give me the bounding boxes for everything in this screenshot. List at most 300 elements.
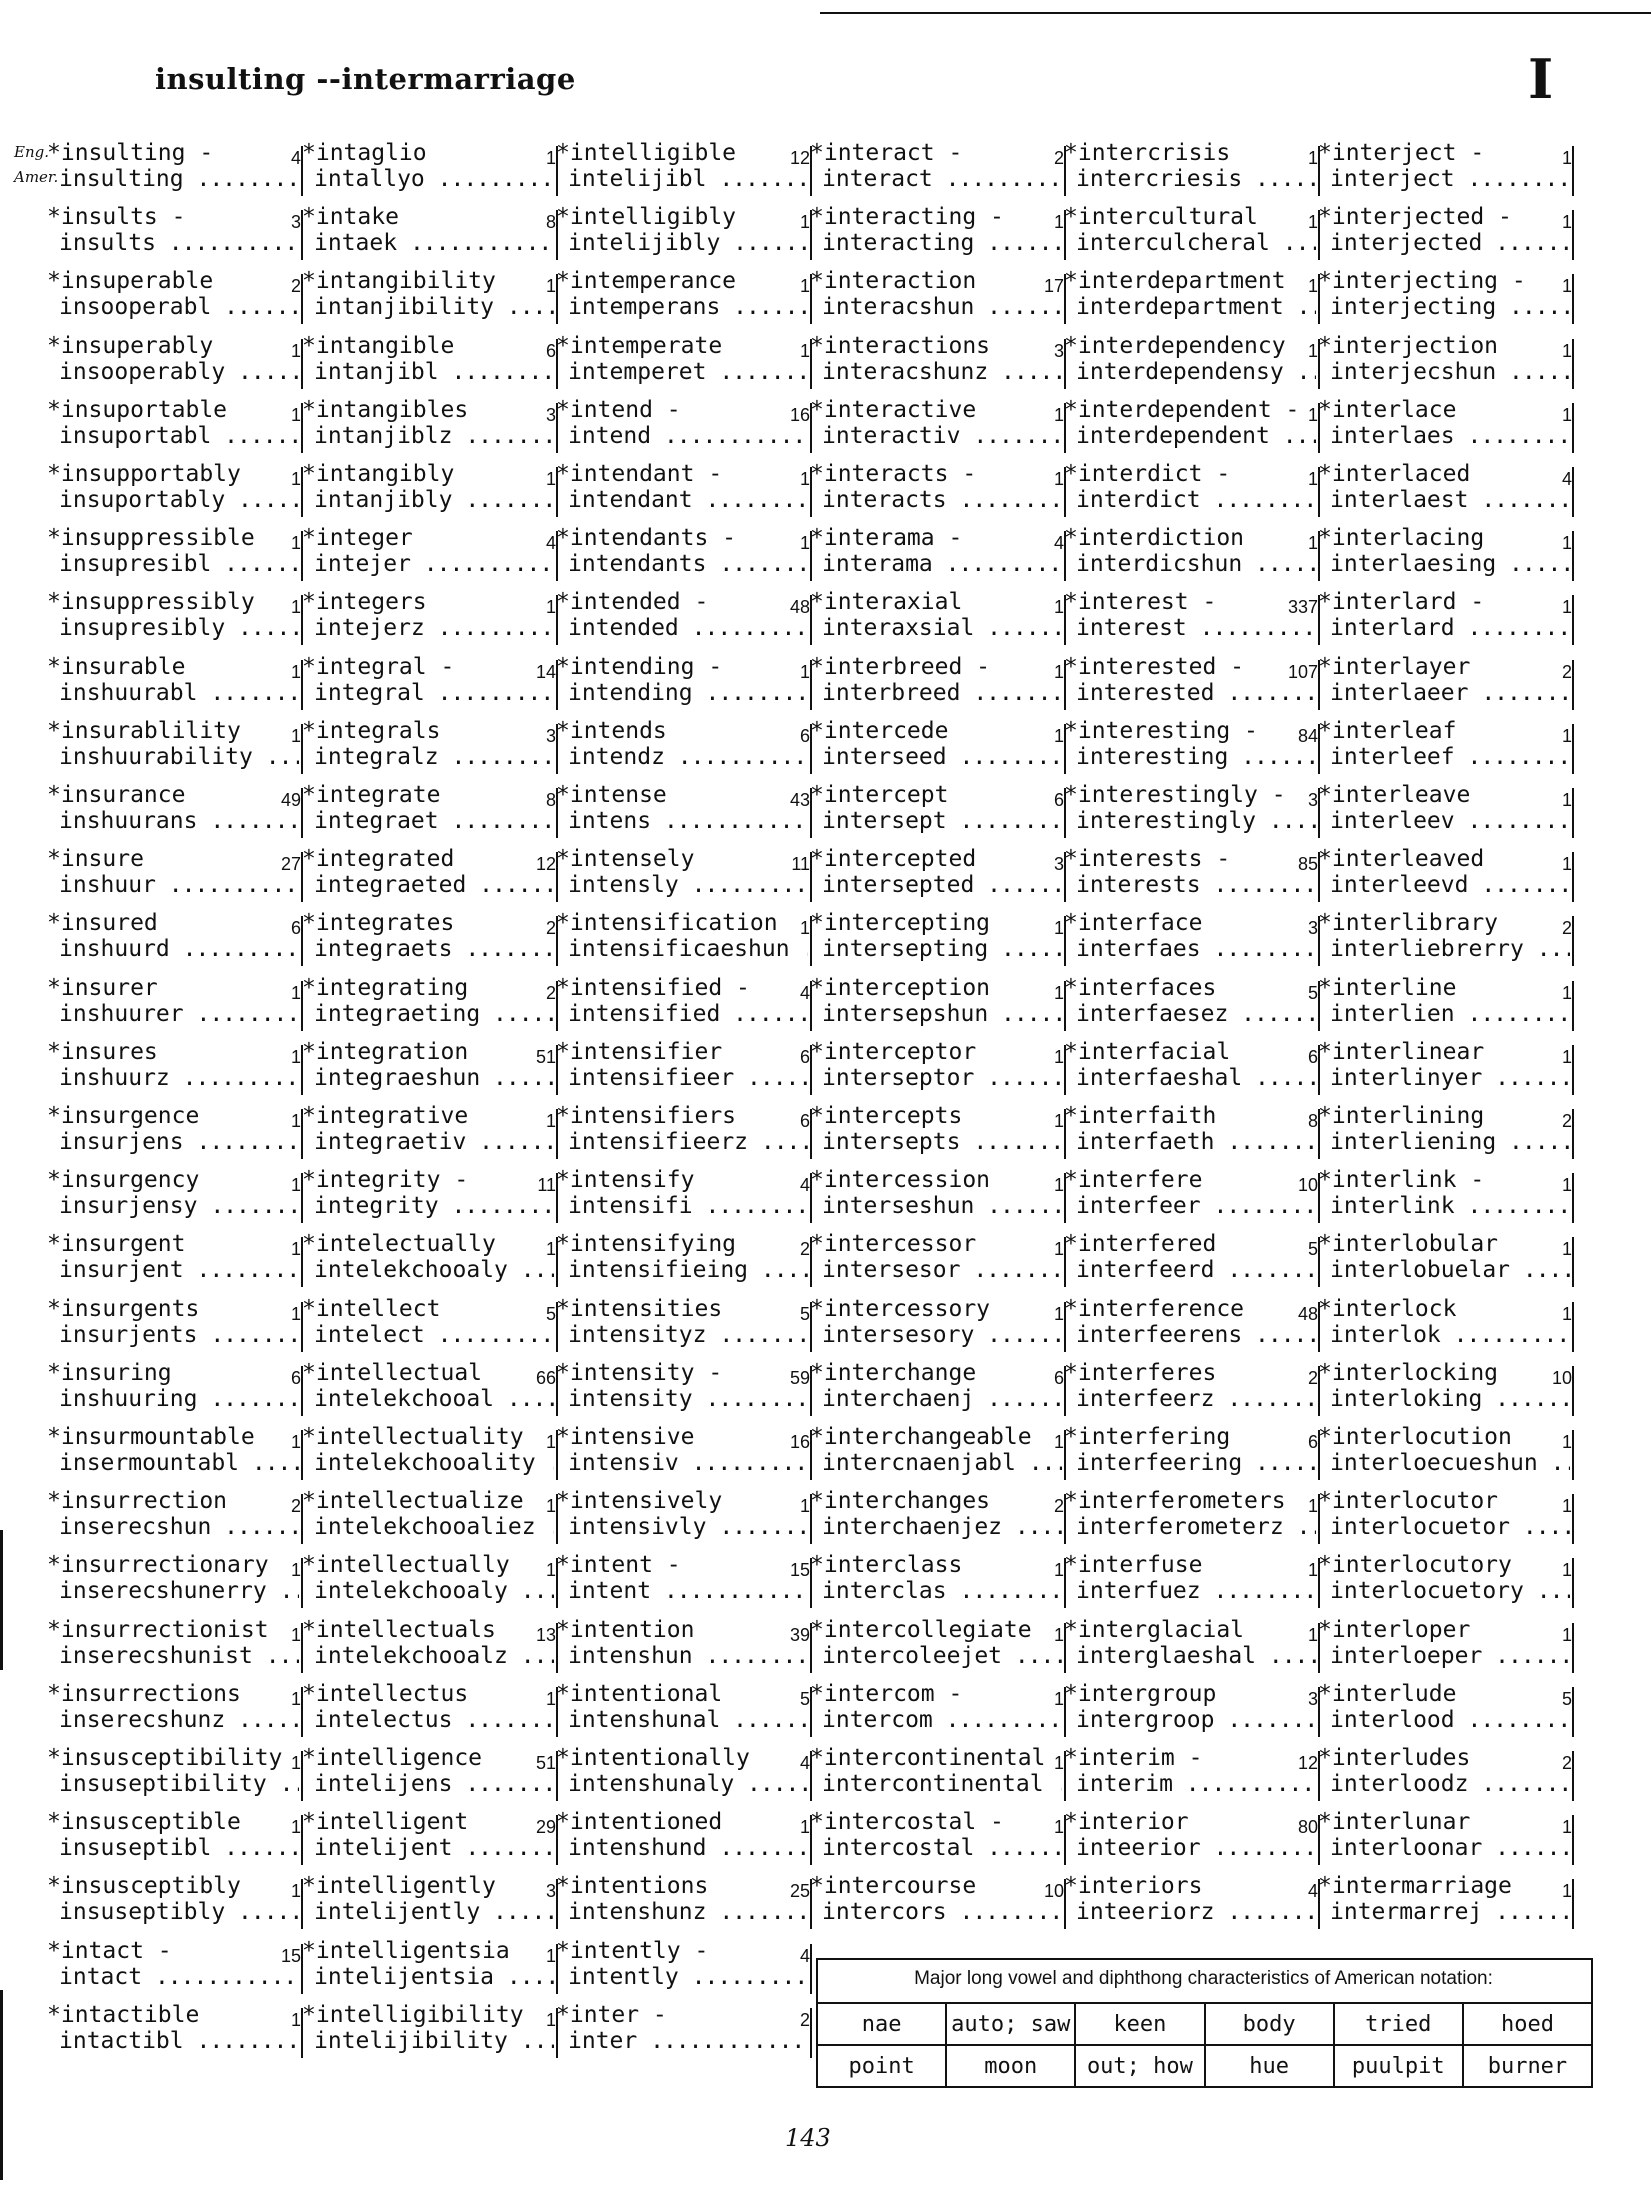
- entry-frequency-count: 66: [535, 1367, 556, 1388]
- legend-cell: puulpit: [1333, 2044, 1464, 2088]
- entry-frequency-count: 11: [791, 854, 810, 875]
- entry-american-spelling: intanjibility .....: [314, 293, 554, 321]
- entry-american-spelling: intenshunal .....: [568, 1706, 808, 1734]
- entry-english-spelling: *interama -: [810, 525, 963, 552]
- entry-american-spelling: integraeting .....: [314, 1000, 554, 1028]
- legend-cell: auto; saw: [945, 2002, 1076, 2046]
- entry-american-spelling: interferometerz .....: [1076, 1513, 1316, 1541]
- dictionary-entry: [302, 268, 558, 332]
- entry-english-spelling: *intellectualize: [302, 1488, 524, 1515]
- dictionary-entry: [47, 910, 303, 974]
- entry-frequency-count: 1: [290, 1046, 301, 1067]
- entry-american-spelling: insuseptibl .....: [59, 1834, 299, 1862]
- entry-american-spelling: interfeerz .....: [1076, 1385, 1316, 1413]
- entry-frequency-count: 5: [545, 1303, 556, 1324]
- entry-american-spelling: interests .....: [1076, 871, 1316, 899]
- entry-english-spelling: *intercom -: [810, 1680, 963, 1707]
- entry-english-spelling: *interdependency: [1064, 332, 1286, 359]
- entry-english-spelling: *intercepting: [810, 910, 991, 937]
- dictionary-entry: [47, 1167, 303, 1231]
- entry-divider: [1572, 1494, 1574, 1544]
- entry-english-spelling: *insusceptibly: [47, 1873, 241, 1900]
- entry-american-spelling: interloodz .....: [1330, 1770, 1570, 1798]
- entry-frequency-count: 1: [1561, 1496, 1572, 1517]
- entry-american-spelling: intanjibl .....: [314, 358, 554, 386]
- entry-frequency-count: 2: [290, 1496, 301, 1517]
- entry-english-spelling: *insuppressible: [47, 525, 255, 552]
- entry-american-spelling: intend .....: [568, 422, 808, 450]
- dictionary-entry: [1064, 654, 1320, 718]
- entry-english-spelling: *interject -: [1318, 140, 1485, 166]
- dictionary-entry: [302, 397, 558, 461]
- dictionary-entry: [302, 333, 558, 397]
- dictionary-entry: [556, 1809, 812, 1873]
- entry-frequency-count: 5: [1561, 1688, 1572, 1709]
- vowel-legend: [816, 1958, 1591, 2088]
- entry-american-spelling: intelekchooaly .....: [314, 1256, 554, 1284]
- entry-american-spelling: intersepted .....: [822, 871, 1062, 899]
- dictionary-entry: [302, 782, 558, 846]
- entry-american-spelling: intercom .....: [822, 1706, 1062, 1734]
- entry-english-spelling: *interbreed -: [810, 653, 991, 680]
- entry-english-spelling: *intensifiers: [556, 1103, 737, 1129]
- entry-english-spelling: *interlocutory: [1318, 1552, 1512, 1579]
- entry-american-spelling: intelekchooalz .....: [314, 1642, 554, 1670]
- entry-frequency-count: 1: [799, 1817, 810, 1838]
- entry-american-spelling: interliening .....: [1330, 1128, 1570, 1156]
- entry-divider: [1572, 1109, 1574, 1159]
- entry-english-spelling: *insurgent: [47, 1231, 186, 1258]
- entry-american-spelling: insooperably .....: [59, 358, 299, 386]
- entry-frequency-count: 1: [1561, 1624, 1572, 1645]
- entry-american-spelling: insuportably .....: [59, 486, 299, 514]
- entry-american-spelling: inshuuring .....: [59, 1385, 299, 1413]
- dictionary-entry: [47, 1103, 303, 1167]
- entry-american-spelling: interjected .....: [1330, 229, 1570, 257]
- entry-american-spelling: interfeerd .....: [1076, 1256, 1316, 1284]
- entry-frequency-count: 1: [799, 661, 810, 682]
- entry-divider: [1572, 1173, 1574, 1223]
- entry-frequency-count: 16: [789, 1432, 810, 1452]
- dictionary-entry: [810, 1231, 1066, 1295]
- dictionary-entry: [302, 718, 558, 782]
- entry-american-spelling: insuseptibly .....: [59, 1898, 299, 1926]
- dictionary-entry: [556, 1552, 812, 1616]
- entry-american-spelling: insurjents .....: [59, 1321, 299, 1349]
- dictionary-entry: [810, 975, 1066, 1039]
- entry-american-spelling: interama .....: [822, 550, 1062, 578]
- legend-cell: nae: [816, 2002, 947, 2046]
- dictionary-entry: [302, 846, 558, 910]
- entry-english-spelling: *insurrectionary: [47, 1552, 269, 1579]
- entry-english-spelling: *interlock: [1318, 1295, 1457, 1322]
- entry-american-spelling: intanjibly .....: [314, 486, 554, 514]
- entry-american-spelling: intenshunz .....: [568, 1898, 808, 1926]
- dictionary-entry: [47, 718, 303, 782]
- entry-american-spelling: interchaenjez .....: [822, 1513, 1062, 1541]
- entry-english-spelling: *interleaf: [1318, 717, 1457, 744]
- entry-american-spelling: interlood .....: [1330, 1706, 1570, 1734]
- dictionary-entry: [1064, 1039, 1320, 1103]
- entry-divider: [1572, 660, 1574, 710]
- entry-frequency-count: 29: [535, 1817, 556, 1838]
- entry-english-spelling: *intellect: [302, 1295, 441, 1322]
- entry-english-spelling: *integers: [302, 589, 427, 616]
- entry-american-spelling: intercostal .....: [822, 1834, 1062, 1862]
- entry-divider: [1572, 1623, 1574, 1673]
- entry-frequency-count: 1: [290, 1560, 301, 1581]
- entry-frequency-count: 1: [290, 1624, 301, 1645]
- dictionary-entry: [556, 1360, 812, 1424]
- entry-american-spelling: inshuurd .....: [59, 935, 299, 963]
- entry-american-spelling: intersesor .....: [822, 1256, 1062, 1284]
- entry-american-spelling: interfuez .....: [1076, 1577, 1316, 1605]
- entry-english-spelling: *interiors: [1064, 1873, 1203, 1900]
- dictionary-entry: [47, 525, 303, 589]
- entry-frequency-count: 1: [1561, 1046, 1572, 1067]
- entry-english-spelling: *insured: [47, 910, 158, 937]
- dictionary-entry: [302, 1039, 558, 1103]
- page-title: insulting --intermarriage: [155, 62, 576, 96]
- dictionary-entry: [302, 525, 558, 589]
- entry-divider: [1572, 1237, 1574, 1287]
- entry-frequency-count: 1: [799, 212, 810, 233]
- dictionary-entry: [47, 846, 303, 910]
- entry-american-spelling: inshuurans .....: [59, 807, 299, 835]
- dictionary-entry: [810, 1488, 1066, 1552]
- page-number: 143: [785, 2124, 831, 2152]
- entry-frequency-count: 1: [545, 1432, 556, 1452]
- dictionary-entry: [1064, 589, 1320, 653]
- entry-english-spelling: *insupportably: [47, 461, 241, 487]
- entry-english-spelling: *intendant -: [556, 461, 723, 487]
- entry-english-spelling: *insuportable: [47, 396, 228, 423]
- entry-frequency-count: 1: [1053, 1753, 1064, 1773]
- entry-american-spelling: inserecshunist .....: [59, 1642, 299, 1670]
- entry-english-spelling: *interest -: [1064, 589, 1217, 616]
- entry-american-spelling: intersepting .....: [822, 935, 1062, 963]
- entry-frequency-count: 1: [545, 1496, 556, 1517]
- dictionary-entry: [556, 140, 812, 204]
- entry-frequency-count: 1: [1053, 661, 1064, 682]
- entry-english-spelling: *insurgence: [47, 1103, 200, 1129]
- entry-english-spelling: *intergroup: [1064, 1680, 1217, 1707]
- entry-american-spelling: intaek .....: [314, 229, 554, 257]
- entry-american-spelling: intercoleejet .....: [822, 1642, 1062, 1670]
- dictionary-entry: [810, 846, 1066, 910]
- entry-divider: [1572, 467, 1574, 517]
- dictionary-entry: [47, 1488, 303, 1552]
- entry-frequency-count: 15: [280, 1945, 301, 1966]
- entry-english-spelling: *insusceptible: [47, 1809, 241, 1836]
- dictionary-entry: [810, 397, 1066, 461]
- entry-english-spelling: *intellectus: [302, 1680, 469, 1707]
- entry-american-spelling: interjecting .....: [1330, 293, 1570, 321]
- entry-american-spelling: insurjent .....: [59, 1256, 299, 1284]
- entry-frequency-count: 4: [1561, 469, 1572, 489]
- dictionary-entry: [1318, 1809, 1574, 1873]
- dictionary-entry: [302, 1552, 558, 1616]
- entry-american-spelling: inserecshunz .....: [59, 1706, 299, 1734]
- entry-english-spelling: *interestingly -: [1064, 782, 1286, 808]
- entry-american-spelling: intelect .....: [314, 1321, 554, 1349]
- entry-american-spelling: interleev .....: [1330, 807, 1570, 835]
- dictionary-entry: [1318, 846, 1574, 910]
- entry-frequency-count: 1: [290, 340, 301, 361]
- entry-american-spelling: intenshun .....: [568, 1642, 808, 1670]
- dictionary-entry: [810, 1809, 1066, 1873]
- dictionary-entry: [556, 1681, 812, 1745]
- entry-american-spelling: interestingly .....: [1076, 807, 1316, 835]
- entry-english-spelling: *intentionally: [556, 1745, 750, 1771]
- entry-divider: [1572, 339, 1574, 389]
- entry-american-spelling: interdependensy .....: [1076, 358, 1316, 386]
- entry-frequency-count: 16: [789, 404, 810, 425]
- entry-frequency-count: 1: [1307, 148, 1318, 168]
- dictionary-entry: [1064, 204, 1320, 268]
- entry-american-spelling: interdepartment .....: [1076, 293, 1316, 321]
- entry-frequency-count: 2: [799, 2009, 810, 2030]
- entry-frequency-count: 1: [545, 597, 556, 618]
- entry-english-spelling: *interlocution: [1318, 1424, 1512, 1450]
- entry-frequency-count: 1: [1561, 1560, 1572, 1581]
- dictionary-entry: [1064, 1681, 1320, 1745]
- dictionary-entry: [810, 1103, 1066, 1167]
- entry-frequency-count: 10: [1297, 1175, 1318, 1196]
- entry-american-spelling: interbreed .....: [822, 679, 1062, 707]
- entry-english-spelling: *integrate: [302, 782, 441, 808]
- entry-frequency-count: 1: [1561, 725, 1572, 746]
- entry-english-spelling: *interlink -: [1318, 1167, 1485, 1194]
- entry-english-spelling: *interactions: [810, 332, 991, 359]
- entry-american-spelling: interfaeth .....: [1076, 1128, 1316, 1156]
- entry-american-spelling: intensifi .....: [568, 1192, 808, 1220]
- entry-american-spelling: integral .....: [314, 679, 554, 707]
- entry-american-spelling: interfeer .....: [1076, 1192, 1316, 1220]
- dictionary-entry: [1318, 140, 1574, 204]
- dictionary-entry: [556, 846, 812, 910]
- entry-american-spelling: intelekchooaly .....: [314, 1577, 554, 1605]
- entry-american-spelling: intensiv .....: [568, 1449, 808, 1477]
- entry-american-spelling: interlocuetor .....: [1330, 1513, 1570, 1541]
- entry-american-spelling: intensivly .....: [568, 1513, 808, 1541]
- entry-frequency-count: 1: [290, 1111, 301, 1131]
- entry-american-spelling: interseptor .....: [822, 1064, 1062, 1092]
- entry-frequency-count: 1: [1561, 982, 1572, 1003]
- entry-frequency-count: 6: [290, 918, 301, 939]
- entry-american-spelling: insupresibl .....: [59, 550, 299, 578]
- entry-american-spelling: integraeted .....: [314, 871, 554, 899]
- entry-frequency-count: 14: [535, 661, 556, 682]
- entry-frequency-count: 3: [1053, 340, 1064, 361]
- entry-frequency-count: 4: [1307, 1881, 1318, 1902]
- entry-american-spelling: intently .....: [568, 1963, 808, 1991]
- entry-english-spelling: *intercrisis: [1064, 140, 1231, 166]
- entry-american-spelling: interloeper .....: [1330, 1642, 1570, 1670]
- entry-american-spelling: insuportabl .....: [59, 422, 299, 450]
- entry-frequency-count: 2: [1561, 661, 1572, 682]
- dictionary-entry: [47, 1873, 303, 1937]
- dictionary-entry: [1064, 1231, 1320, 1295]
- entry-english-spelling: *intangible: [302, 332, 455, 359]
- entry-american-spelling: interacshunz .....: [822, 358, 1062, 386]
- dictionary-entry: [47, 654, 303, 718]
- english-label: Eng.: [14, 143, 49, 161]
- entry-english-spelling: *intact -: [47, 1937, 172, 1964]
- entry-american-spelling: interlaesing .....: [1330, 550, 1570, 578]
- entry-divider: [810, 2008, 812, 2058]
- entry-american-spelling: insulting .....: [59, 165, 299, 193]
- dictionary-entry: [302, 1231, 558, 1295]
- entry-frequency-count: 4: [799, 1753, 810, 1773]
- entry-frequency-count: 1: [545, 148, 556, 168]
- entry-frequency-count: 3: [545, 404, 556, 425]
- entry-frequency-count: 1: [1053, 982, 1064, 1003]
- entry-english-spelling: *intensity -: [556, 1359, 723, 1386]
- entry-english-spelling: *intelligence: [302, 1745, 483, 1771]
- dictionary-entry: [1064, 461, 1320, 525]
- dictionary-entry: [556, 718, 812, 782]
- entry-frequency-count: 1: [1561, 1303, 1572, 1324]
- dictionary-entry: [1318, 1617, 1574, 1681]
- entry-english-spelling: *interjected -: [1318, 204, 1512, 231]
- entry-divider: [1572, 1687, 1574, 1737]
- legend-cell: tried: [1333, 2002, 1464, 2046]
- entry-american-spelling: interclas .....: [822, 1577, 1062, 1605]
- entry-frequency-count: 3: [1307, 918, 1318, 939]
- dictionary-entry: [47, 1745, 303, 1809]
- dictionary-entry: [810, 1424, 1066, 1488]
- entry-english-spelling: *interlard -: [1318, 589, 1485, 616]
- entry-frequency-count: 12: [535, 854, 556, 875]
- entry-english-spelling: *intention: [556, 1616, 695, 1643]
- dictionary-entry: [1064, 782, 1320, 846]
- entry-frequency-count: 51: [535, 1753, 556, 1773]
- entry-frequency-count: 1: [290, 1688, 301, 1709]
- dictionary-entry: [302, 204, 558, 268]
- entry-american-spelling: intemperet .....: [568, 358, 808, 386]
- entry-english-spelling: *intentional: [556, 1680, 723, 1707]
- dictionary-entry: [810, 654, 1066, 718]
- dictionary-entry: [302, 140, 558, 204]
- entry-american-spelling: inshuurz .....: [59, 1064, 299, 1092]
- entry-english-spelling: *integral -: [302, 653, 455, 680]
- entry-frequency-count: 1: [799, 533, 810, 554]
- entry-frequency-count: 1: [545, 1111, 556, 1131]
- entry-american-spelling: inteerior .....: [1076, 1834, 1316, 1862]
- dictionary-entry: [556, 1938, 812, 2002]
- entry-english-spelling: *intelligently: [302, 1873, 496, 1900]
- entry-frequency-count: 2: [545, 918, 556, 939]
- entry-american-spelling: interlard .....: [1330, 614, 1570, 642]
- entry-english-spelling: *interfuse: [1064, 1552, 1203, 1579]
- dictionary-entry: [810, 1681, 1066, 1745]
- entry-frequency-count: 1: [290, 533, 301, 554]
- entry-english-spelling: *intelectually: [302, 1231, 496, 1258]
- entry-american-spelling: intergroop .....: [1076, 1706, 1316, 1734]
- entry-frequency-count: 1: [545, 1560, 556, 1581]
- dictionary-entry: [1064, 1617, 1320, 1681]
- entry-american-spelling: interlaes .....: [1330, 422, 1570, 450]
- entry-frequency-count: 1: [290, 469, 301, 489]
- dictionary-entry: [1064, 1745, 1320, 1809]
- entry-english-spelling: *intercept: [810, 782, 949, 808]
- entry-frequency-count: 1: [545, 1688, 556, 1709]
- entry-english-spelling: *intake: [302, 204, 399, 231]
- entry-divider: [1572, 274, 1574, 324]
- dictionary-entry: [556, 1231, 812, 1295]
- entry-american-spelling: insooperabl .....: [59, 293, 299, 321]
- dictionary-entry: [47, 1424, 303, 1488]
- entry-english-spelling: *interdependent -: [1064, 396, 1300, 423]
- dictionary-entry: [47, 1617, 303, 1681]
- legend-cell: out; how: [1074, 2044, 1205, 2088]
- entry-american-spelling: intelijentsia .....: [314, 1963, 554, 1991]
- entry-american-spelling: inshuurabl .....: [59, 679, 299, 707]
- entry-english-spelling: *intellectuals: [302, 1616, 496, 1643]
- entry-english-spelling: *interference: [1064, 1295, 1245, 1322]
- entry-american-spelling: interchaenj .....: [822, 1385, 1062, 1413]
- entry-english-spelling: *interchanges: [810, 1488, 991, 1515]
- entry-american-spelling: intended .....: [568, 614, 808, 642]
- entry-frequency-count: 1: [1053, 597, 1064, 618]
- entry-american-spelling: interacting .....: [822, 229, 1062, 257]
- entry-frequency-count: 17: [1043, 276, 1064, 297]
- entry-frequency-count: 3: [545, 725, 556, 746]
- entry-divider: [1572, 916, 1574, 966]
- entry-american-spelling: inserecshunerry .....: [59, 1577, 299, 1605]
- entry-english-spelling: *insults -: [47, 204, 186, 231]
- entry-divider: [1572, 1558, 1574, 1608]
- entry-american-spelling: intemperans .....: [568, 293, 808, 321]
- dictionary-entry: [1064, 1552, 1320, 1616]
- dictionary-entry: [1318, 268, 1574, 332]
- entry-english-spelling: *insurgents: [47, 1295, 200, 1322]
- entry-american-spelling: interdicshun .....: [1076, 550, 1316, 578]
- entry-frequency-count: 1: [290, 661, 301, 682]
- dictionary-entry: [47, 1231, 303, 1295]
- entry-american-spelling: interesting .....: [1076, 743, 1316, 771]
- entry-american-spelling: interloecueshun .....: [1330, 1449, 1570, 1477]
- entry-frequency-count: 1: [290, 1175, 301, 1196]
- entry-frequency-count: 1: [1561, 1817, 1572, 1838]
- entry-english-spelling: *intermarriage: [1318, 1873, 1512, 1900]
- margin-mark: [0, 1530, 3, 1670]
- dictionary-entry: [1064, 333, 1320, 397]
- entry-english-spelling: *insurrection: [47, 1488, 228, 1515]
- legend-cell: hue: [1204, 2044, 1335, 2088]
- entry-american-spelling: intent .....: [568, 1577, 808, 1605]
- entry-english-spelling: *insurrectionist: [47, 1616, 269, 1643]
- entry-american-spelling: interfeerens .....: [1076, 1321, 1316, 1349]
- entry-frequency-count: 1: [1307, 340, 1318, 361]
- entry-english-spelling: *intercollegiate: [810, 1616, 1032, 1643]
- dictionary-entry: [556, 397, 812, 461]
- entry-american-spelling: insurjensy .....: [59, 1192, 299, 1220]
- dictionary-entry: [1318, 333, 1574, 397]
- entry-english-spelling: *interlibrary: [1318, 910, 1499, 937]
- dictionary-entry: [810, 1360, 1066, 1424]
- entry-frequency-count: 3: [1307, 790, 1318, 810]
- entry-american-spelling: intenshunaly .....: [568, 1770, 808, 1798]
- entry-english-spelling: *interested -: [1064, 653, 1245, 680]
- dictionary-entry: [556, 1039, 812, 1103]
- entry-frequency-count: 1: [1307, 533, 1318, 554]
- entry-divider: [1572, 531, 1574, 581]
- entry-frequency-count: 5: [1307, 982, 1318, 1003]
- entry-american-spelling: intact .....: [59, 1963, 299, 1991]
- dictionary-entry: [302, 589, 558, 653]
